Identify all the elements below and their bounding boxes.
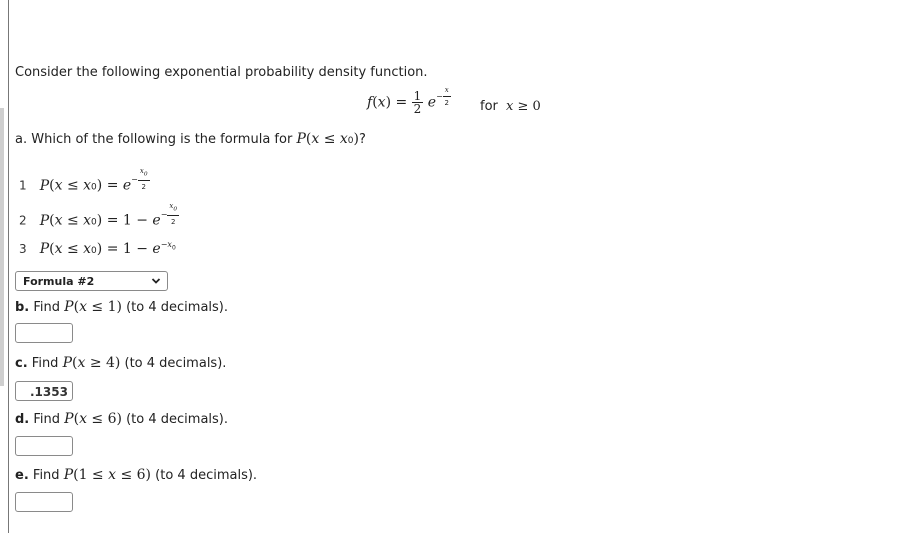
part-c-suffix: (to 4 decimals). (124, 356, 227, 371)
chevron-down-icon (151, 276, 161, 289)
option-3-number: 3 (19, 242, 27, 256)
part-e-prefix: Find (32, 468, 60, 483)
part-b-prefix: Find (33, 300, 61, 315)
pdf-condition-label: for (480, 99, 498, 114)
option-2: 2 $P(x \le x0) = 1 - e^{- \frac{x_0}{2}}$ (19, 202, 178, 229)
part-d-label: d. (15, 412, 30, 427)
option-1-number: 1 (19, 178, 27, 193)
option-2-number: 2 (19, 213, 27, 228)
part-e-question: e. Find P(1 ≤ x ≤ 6) (to 4 decimals). (15, 467, 258, 483)
formula-select-value: Formula #2 (23, 275, 95, 288)
part-e-answer-input[interactable] (15, 492, 73, 512)
part-c-prefix: Find (31, 356, 59, 371)
part-d-prefix: Find (33, 412, 61, 427)
part-e-suffix: (to 4 decimals). (155, 468, 258, 483)
pdf-formula: f(x) = $\frac{1}{2}$ $e^{- \frac{x}{2}}$ (367, 85, 449, 116)
part-a-question: a. Which of the following is the formula for P(x ≤ x0)? (15, 131, 366, 147)
part-b-answer-input[interactable] (15, 323, 73, 343)
part-c-answer-input[interactable]: .1353 (15, 381, 73, 401)
pdf-condition: for x ≥ 0 (480, 99, 541, 114)
option-3: 3 $P(x \le x0) = 1 - e^{-x_0}$ (19, 240, 176, 257)
part-c-question: c. Find P(x ≥ 4) (to 4 decimals). (15, 355, 227, 371)
left-border-line (8, 0, 9, 533)
formula-select[interactable] (15, 271, 168, 291)
option-1: 1 $P(x \le x0) = e^{- \frac{x_0}{2}}$ (19, 167, 148, 194)
part-b-label: b. (15, 300, 30, 315)
part-d-answer-input[interactable] (15, 436, 73, 456)
part-e-label: e. (15, 468, 29, 483)
part-a-text: Which of the following is the formula for (31, 132, 293, 147)
intro-text: Consider the following exponential probability density function. (15, 65, 428, 80)
left-scroll-indicator (0, 108, 4, 386)
part-a-label: a. (15, 132, 28, 147)
part-c-label: c. (15, 356, 28, 371)
part-b-suffix: (to 4 decimals). (126, 300, 228, 315)
part-d-question: d. Find P(x ≤ 6) (to 4 decimals). (15, 411, 228, 427)
part-b-question: b. Find P(x ≤ 1) (to 4 decimals). (15, 299, 228, 315)
part-d-suffix: (to 4 decimals). (126, 412, 228, 427)
